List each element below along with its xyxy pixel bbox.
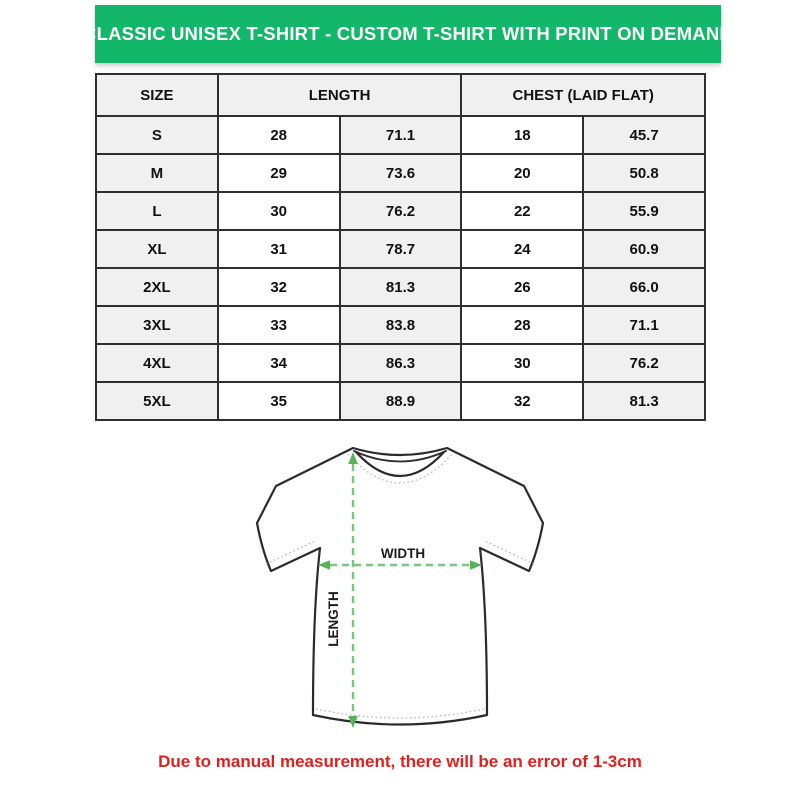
length-cm-cell: 83.8 bbox=[340, 306, 462, 344]
chest-in-cell: 28 bbox=[461, 306, 583, 344]
header-chest: CHEST (LAID FLAT) bbox=[461, 74, 705, 116]
table-row bbox=[96, 192, 705, 230]
size-cell: L bbox=[96, 192, 218, 230]
table-header-row bbox=[96, 74, 705, 116]
size-cell: 3XL bbox=[96, 306, 218, 344]
size-table bbox=[95, 73, 706, 421]
chest-in-cell: 26 bbox=[461, 268, 583, 306]
chest-cm-cell: 76.2 bbox=[583, 344, 705, 382]
header-size: SIZE bbox=[96, 74, 218, 116]
size-cell: S bbox=[96, 116, 218, 154]
title-banner bbox=[83, 5, 733, 63]
length-in-cell: 29 bbox=[218, 154, 340, 192]
chest-in-cell: 24 bbox=[461, 230, 583, 268]
length-in-cell: 35 bbox=[218, 382, 340, 420]
chest-cm-cell: 55.9 bbox=[583, 192, 705, 230]
chest-cm-cell: 81.3 bbox=[583, 382, 705, 420]
length-in-cell: 32 bbox=[218, 268, 340, 306]
chest-cm-cell: 60.9 bbox=[583, 230, 705, 268]
length-cm-cell: 81.3 bbox=[340, 268, 462, 306]
table-row bbox=[96, 382, 705, 420]
size-cell: 2XL bbox=[96, 268, 218, 306]
table-row bbox=[96, 230, 705, 268]
table-row bbox=[96, 344, 705, 382]
chest-in-cell: 20 bbox=[461, 154, 583, 192]
length-in-cell: 34 bbox=[218, 344, 340, 382]
table-row bbox=[96, 268, 705, 306]
length-cm-cell: 76.2 bbox=[340, 192, 462, 230]
header-length: LENGTH bbox=[218, 74, 462, 116]
width-arrow-label: WIDTH bbox=[380, 546, 426, 561]
length-in-cell: 28 bbox=[218, 116, 340, 154]
length-in-cell: 33 bbox=[218, 306, 340, 344]
length-cm-cell: 88.9 bbox=[340, 382, 462, 420]
chest-in-cell: 30 bbox=[461, 344, 583, 382]
length-cm-cell: 86.3 bbox=[340, 344, 462, 382]
tshirt-measurement-diagram bbox=[250, 428, 550, 760]
page-title: CLASSIC UNISEX T-SHIRT - CUSTOM T-SHIRT WITH PRINT ON DEMAND bbox=[83, 23, 733, 44]
size-cell: 4XL bbox=[96, 344, 218, 382]
chest-cm-cell: 50.8 bbox=[583, 154, 705, 192]
chest-cm-cell: 71.1 bbox=[583, 306, 705, 344]
table-row bbox=[96, 116, 705, 154]
chest-in-cell: 22 bbox=[461, 192, 583, 230]
size-cell: M bbox=[96, 154, 218, 192]
chest-in-cell: 32 bbox=[461, 382, 583, 420]
length-arrow-label: LENGTH bbox=[326, 591, 341, 647]
length-in-cell: 31 bbox=[218, 230, 340, 268]
length-in-cell: 30 bbox=[218, 192, 340, 230]
length-cm-cell: 71.1 bbox=[340, 116, 462, 154]
table-row bbox=[96, 306, 705, 344]
chest-in-cell: 18 bbox=[461, 116, 583, 154]
chest-cm-cell: 66.0 bbox=[583, 268, 705, 306]
size-cell: 5XL bbox=[96, 382, 218, 420]
length-cm-cell: 78.7 bbox=[340, 230, 462, 268]
measurement-error-note: Due to manual measurement, there will be an error of 1-3cm bbox=[158, 752, 642, 771]
tshirt-outline bbox=[257, 448, 543, 725]
size-cell: XL bbox=[96, 230, 218, 268]
table-row bbox=[96, 154, 705, 192]
chest-cm-cell: 45.7 bbox=[583, 116, 705, 154]
length-cm-cell: 73.6 bbox=[340, 154, 462, 192]
